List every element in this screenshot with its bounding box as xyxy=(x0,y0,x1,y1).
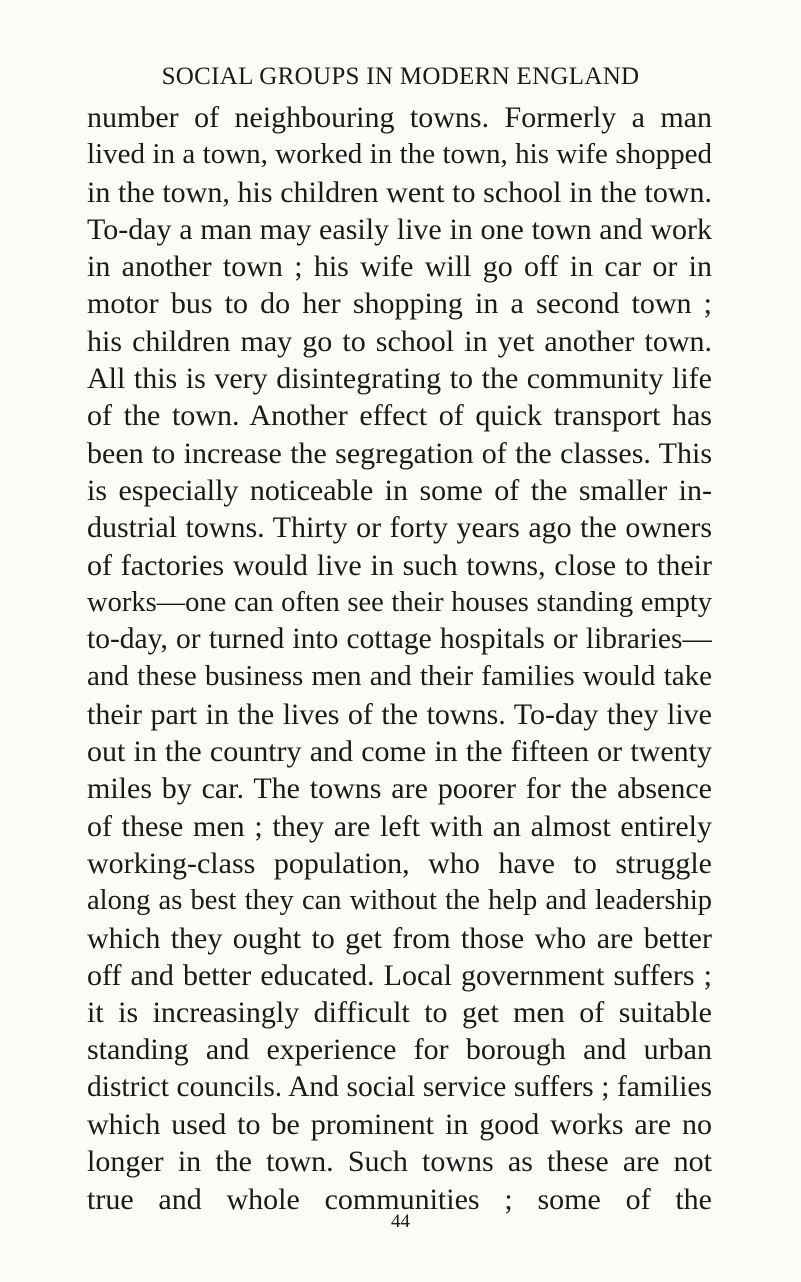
text-line: standing and experience for borough and urban xyxy=(87,1033,712,1067)
text-line: is especially noticeable in some of the smaller in- xyxy=(87,473,712,507)
text-line: district councils. And social service suffers ; families xyxy=(87,1070,712,1103)
text-line: of the town. Another effect of quick transport has xyxy=(87,399,712,433)
body-text xyxy=(87,99,712,1218)
text-line: miles by car. The towns are poorer for the absence xyxy=(87,772,712,806)
text-line: along as best they can without the help and leadership xyxy=(87,885,712,917)
text-line: to-day, or turned into cottage hospitals or libraries— xyxy=(87,623,712,656)
text-line: true and whole communities ; some of the xyxy=(87,1182,712,1216)
text-line: their part in the lives of the towns. To-day they live xyxy=(87,697,712,731)
text-line: out in the country and come in the fifteen or twenty xyxy=(87,735,712,769)
text-line: in another town ; his wife will go off in car or in xyxy=(87,250,712,284)
text-line: of factories would live in such towns, close to their xyxy=(87,548,712,582)
text-line: and these business men and their families would take xyxy=(87,660,712,693)
text-line: off and better educated. Local government suffers ; xyxy=(87,958,712,992)
text-line: To-day a man may easily live in one town and work xyxy=(87,212,712,246)
text-line: which they ought to get from those who are better xyxy=(87,921,712,955)
text-line: number of neighbouring towns. Formerly a man xyxy=(87,101,712,134)
text-line: of these men ; they are left with an almost entirely xyxy=(87,809,712,843)
text-line: in the town, his children went to school in the town. xyxy=(87,175,712,209)
text-line: it is increasingly difficult to get men of suitable xyxy=(87,996,712,1030)
text-line: motor bus to do her shopping in a second town ; xyxy=(87,287,712,321)
text-line: been to increase the segregation of the classes. This xyxy=(87,436,712,470)
running-head: SOCIAL GROUPS IN MODERN ENGLAND xyxy=(161,63,640,90)
page-number: 44 xyxy=(391,1211,410,1232)
text-line: longer in the town. Such towns as these are not xyxy=(87,1145,712,1179)
text-line: All this is very disintegrating to the community life xyxy=(87,362,712,396)
text-line: his children may go to school in yet another town. xyxy=(87,324,712,358)
text-line: dustrial towns. Thirty or forty years ago the owners xyxy=(87,511,712,545)
text-line: lived in a town, worked in the town, his wife shopped xyxy=(87,138,712,171)
text-line: works—one can often see their houses standing empty xyxy=(87,586,712,618)
text-line: which used to be prominent in good works are no xyxy=(87,1108,712,1142)
text-line: working-class population, who have to struggle xyxy=(87,846,712,880)
